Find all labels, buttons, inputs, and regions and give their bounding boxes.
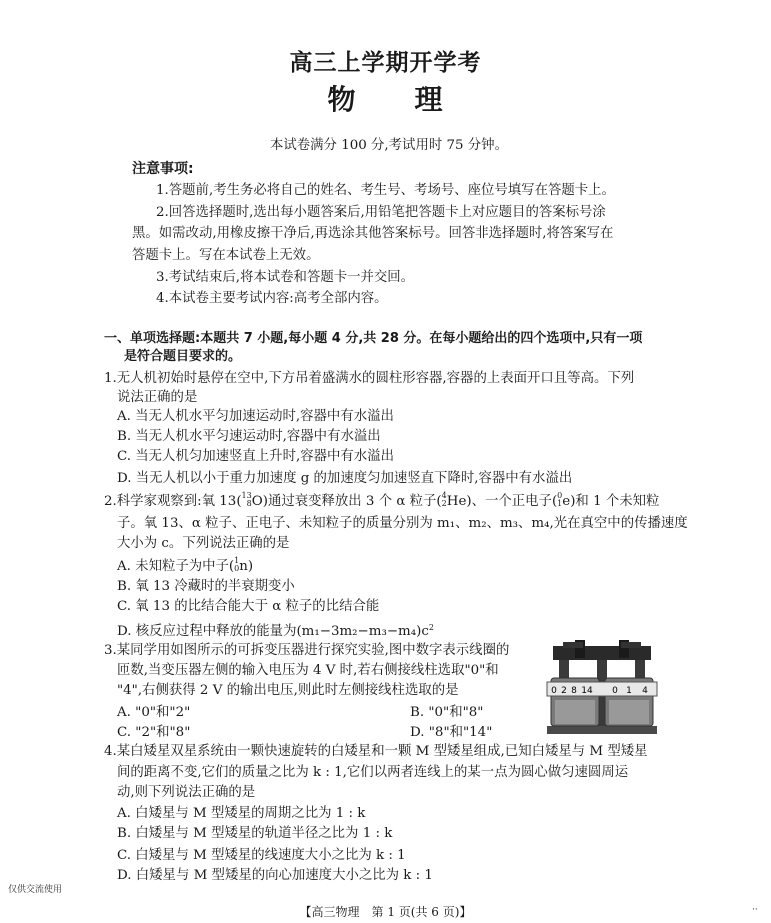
transformer-figure [545, 638, 659, 736]
q2-option-d: D. 核反应过程中释放的能量为$(m_1-3m_2-m_3-m_4)c^2$ [117, 623, 434, 639]
q1-option-c: C. 当无人机匀加速竖直上升时,容器中有水溢出 [117, 449, 394, 464]
helium-nuclide: 4 2 He [441, 491, 467, 509]
coil-label-14: 14 [581, 686, 593, 696]
q1-option-d: D. 当无人机以小于重力加速度 g 的加速度匀加速竖直下降时,容器中有水溢出 [117, 471, 573, 486]
q2-option-b: B. 氧 13 冷藏时的半衰期变小 [117, 579, 295, 594]
q3-stem-cont: 匝数,当变压器左侧的输入电压为 4 V 时,若右侧接线柱选取"0"和 [117, 663, 499, 678]
q2-option-a: A. 未知粒子为中子( 1 0 n) [117, 556, 254, 574]
q2-stem-part2: )通过衰变释放出 3 个 α 粒子( [262, 494, 442, 509]
q3-stem: 3.某同学用如图所示的可拆变压器进行探究实验,图中数字表示线圈的 [104, 643, 510, 658]
note-2-cont: 黑。如需改动,用橡皮擦干净后,再选涂其他答案标号。回答非选择题时,将答案写在 [132, 226, 614, 241]
section1-heading-cont: 是符合题目要求的。 [124, 349, 242, 364]
q3-option-d: D. "8"和"14" [410, 725, 493, 740]
q4-stem-cont2: 动,则下列说法正确的是 [117, 785, 256, 800]
note-2-cont2: 答题卡上。写在本试卷上无效。 [132, 248, 320, 263]
q2-stem-cont: 子。氧 13、α 粒子、正电子、未知粒子的质量分别为 m₁、m₂、m₃、m₄,光在真空中的传播速度 [117, 516, 688, 531]
q2-stem-part4: )和 1 个未知粒 [570, 494, 660, 509]
q4-option-b: B. 白矮星与 M 型矮星的轨道半径之比为 1 : k [117, 826, 393, 841]
footer-right-mark: ·· [752, 905, 758, 915]
q1-stem-cont: 说法正确的是 [117, 390, 198, 405]
q4-stem: 4.某白矮星双星系统由一颗快速旋转的白矮星和一颗 M 型矮星组成,已知白矮星与 M 型矮星 [104, 744, 648, 759]
note-1: 1.答题前,考生务必将自己的姓名、考生号、考场号、座位号填写在答题卡上。 [156, 183, 615, 198]
q2-stem-cont2: 大小为 c。下列说法正确的是 [117, 536, 290, 551]
q1-option-b: B. 当无人机水平匀速运动时,容器中有水溢出 [117, 429, 381, 444]
coil-label-2: 2 [561, 686, 567, 696]
coil-label-r4: 4 [642, 686, 648, 696]
section1-heading: 一、单项选择题:本题共 7 小题,每小题 4 分,共 28 分。在每小题给出的四个选项中,只有一项 [104, 331, 643, 346]
q2-option-c: C. 氧 13 的比结合能大于 α 粒子的比结合能 [117, 599, 380, 614]
q1-stem: 1.无人机初始时悬停在空中,下方吊着盛满水的圆柱形容器,容器的上表面开口且等高。下列 [104, 371, 635, 386]
coil-label-r1: 1 [626, 686, 632, 696]
q4-option-a: A. 白矮星与 M 型矮星的周期之比为 1 : k [117, 806, 366, 821]
q1-option-a: A. 当无人机水平匀加速运动时,容器中有水溢出 [117, 409, 394, 424]
exam-title: 高三上学期开学考 [289, 50, 482, 76]
coil-label-8: 8 [571, 686, 577, 696]
q2-stem-part3: )、一个正电子( [466, 494, 558, 509]
score-line: 本试卷满分 100 分,考试用时 75 分钟。 [270, 138, 508, 153]
q3-stem-cont2: "4",右侧获得 2 V 的输出电压,则此时左侧接线柱选取的是 [117, 683, 459, 698]
q3-option-b: B. "0"和"8" [410, 705, 484, 720]
q4-option-d: D. 白矮星与 M 型矮星的向心加速度大小之比为 k : 1 [117, 868, 433, 883]
page-footer: 【高三物理 第 1 页(共 6 页)】 [299, 905, 472, 919]
positron-nuclide: 0 1 e [557, 491, 571, 509]
note-4: 4.本试卷主要考试内容:高考全部内容。 [156, 291, 388, 306]
note-2: 2.回答选择题时,选出每小题答案后,用铅笔把答题卡上对应题目的答案标号涂 [156, 205, 606, 220]
coil-label-0: 0 [551, 686, 557, 696]
notice-heading: 注意事项: [132, 161, 194, 177]
oxygen-nuclide: 13 8 O [241, 491, 263, 509]
neutron-nuclide: 1 0 n [234, 556, 248, 574]
q4-stem-cont: 间的距离不变,它们的质量之比为 k : 1,它们以两者连线上的某一点为圆心做匀速圆周运 [117, 765, 629, 780]
footer-left-note: 仅供交流使用 [8, 885, 63, 895]
q4-option-c: C. 白矮星与 M 型矮星的线速度大小之比为 k : 1 [117, 848, 406, 863]
q2-stem-part1: 2.科学家观察到:氧 13( [104, 494, 242, 509]
note-3: 3.考试结束后,将本试卷和答题卡一并交回。 [156, 270, 415, 285]
q2-stem [104, 492, 659, 511]
subject-title: 物 理 [327, 83, 444, 116]
coil-label-r0: 0 [612, 686, 618, 696]
q3-option-c: C. "2"和"8" [117, 725, 191, 740]
q3-option-a: A. "0"和"2" [117, 705, 191, 720]
